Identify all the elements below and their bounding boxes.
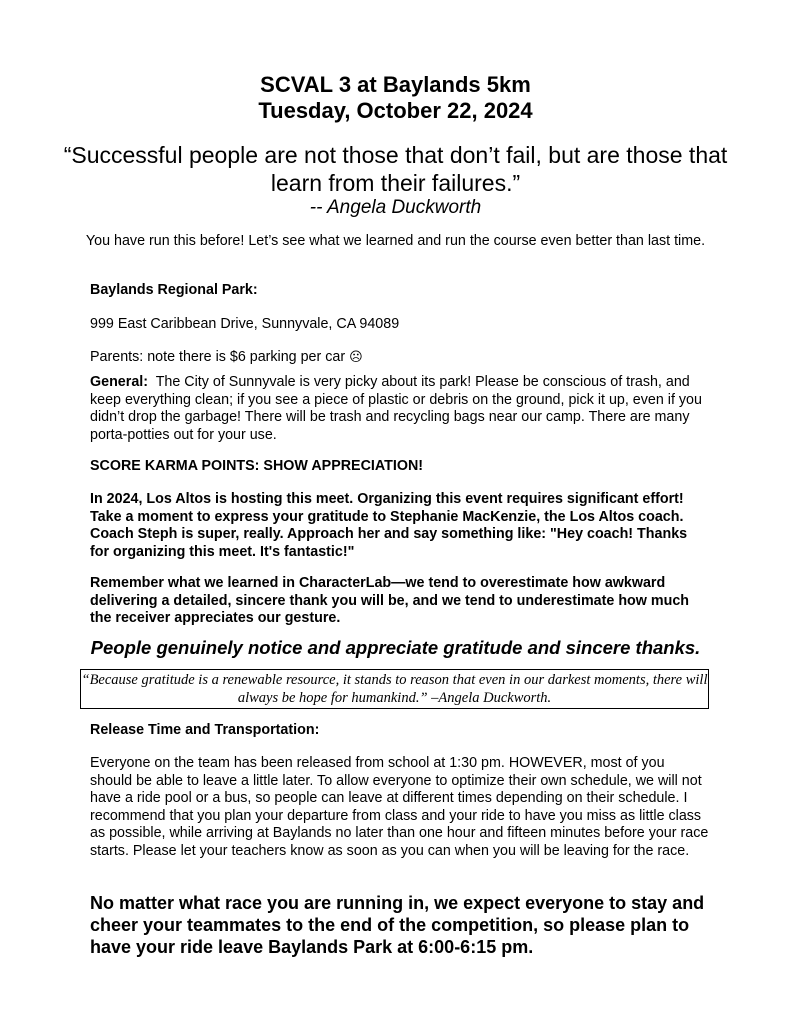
karma-heading: SCORE KARMA POINTS: SHOW APPRECIATION! xyxy=(90,458,424,474)
characterlab-paragraph: Remember what we learned in CharacterLab—we tend to overestimate how awkward delivering a detailed, sincere thank you will be, and we tend to underestimate how much the receiver appreciates our gesture. xyxy=(90,575,690,627)
release-heading: Release Time and Transportation: xyxy=(90,722,320,738)
general-text: The City of Sunnyvale is very picky about its park! Please be conscious of trash, and keep everything clean; if you see a piece of plastic or debris on the ground, pick it up, even if you didn’t drop the garbage! There will be trash and recycling bags near our camp. There are many porta-potties out for your use. xyxy=(90,374,702,443)
closing-statement: No matter what race you are running in, we expect everyone to stay and cheer your teammates to the end of the competition, so please plan to have your ride leave Baylands Park at 6:00-6:15 pm. xyxy=(90,893,705,957)
karma-paragraph: In 2024, Los Altos is hosting this meet. Organizing this event requires significant effort! Take a moment to express your gratitude to Stephanie MacKenzie, the Los Altos coach. Coach Steph is super, really. Approach her and say something like: "Hey coach! Thanks for organizing this meet. It's fantastic!" xyxy=(90,491,688,560)
park-address: 999 East Caribbean Drive, Sunnyvale, CA 94089 xyxy=(90,316,400,332)
gratitude-quote-box: “Because gratitude is a renewable resource, it stands to reason that even in our darkest moments, there will always be hope for humankind.” –Angela Duckworth. xyxy=(80,669,709,709)
parking-note-line xyxy=(90,349,710,367)
page-title: SCVAL 3 at Baylands 5km xyxy=(260,72,531,97)
parking-note: Parents: note there is $6 parking per car xyxy=(90,349,346,365)
intro-paragraph: You have run this before! Let’s see what we learned and run the course even better than last time. xyxy=(85,233,706,249)
page-date: Tuesday, October 22, 2024 xyxy=(258,98,533,123)
general-paragraph xyxy=(90,374,710,444)
park-heading: Baylands Regional Park: xyxy=(90,282,258,298)
gratitude-emphasis: People genuinely notice and appreciate gratitude and sincere thanks. xyxy=(90,637,701,658)
release-paragraph: Everyone on the team has been released from school at 1:30 pm. HOWEVER, most of you should be able to leave a little later. To allow everyone to optimize their own schedule, we will not have a ride pool or a bus, so people can leave at different times depending on their schedule. I recommend that you plan your departure from class and your ride to have you miss as little class as possible, while arriving at Baylands no later than one hour and fifteen minutes before your race starts. Please let your teachers know as soon as you can when you will be leaving for the race. xyxy=(90,755,709,859)
sad-face-icon: ☹ xyxy=(349,350,363,365)
quote-attribution: -- Angela Duckworth xyxy=(309,197,482,218)
general-label: General: xyxy=(90,374,149,390)
opening-quote: “Successful people are not those that don’t fail, but are those that learn from their failures.” xyxy=(63,142,728,196)
